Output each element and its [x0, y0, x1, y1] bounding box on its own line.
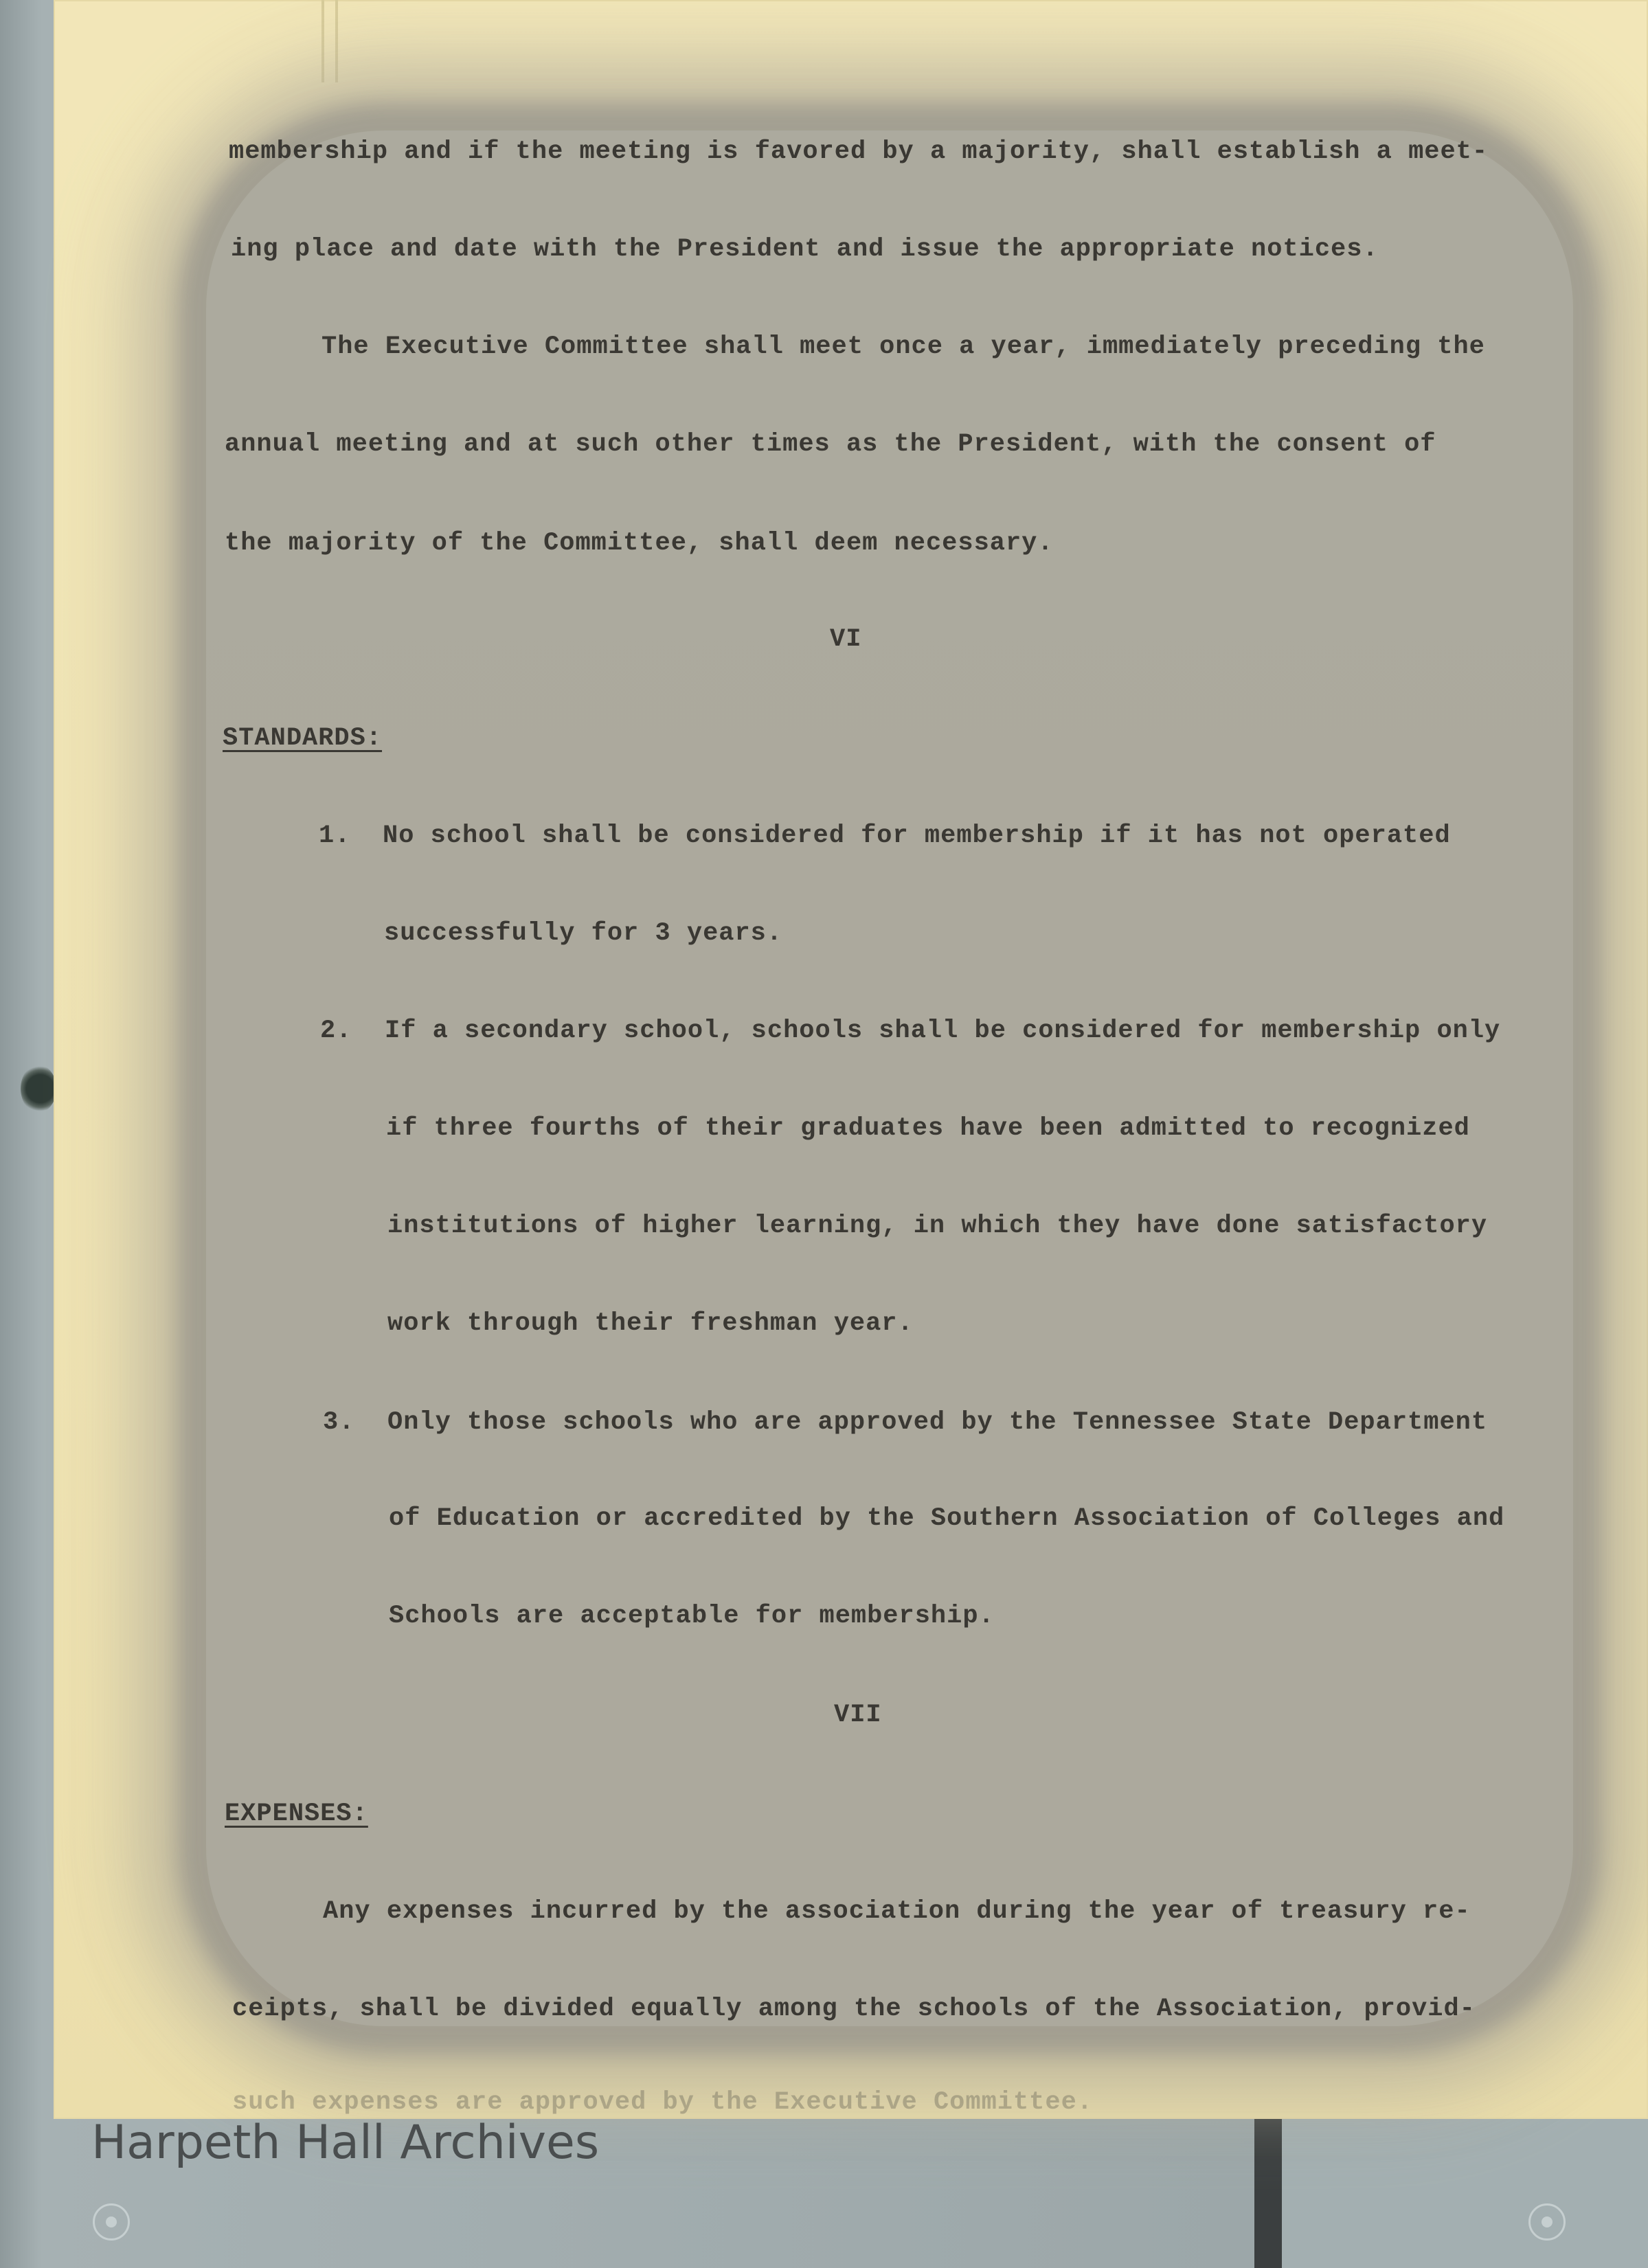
body-line: Any expenses incurred by the association during the year of treasury re-: [323, 1897, 1471, 1926]
list-item-line: successfully for 3 years.: [384, 919, 783, 948]
list-item-line: No school shall be considered for membership if it has not operated: [383, 821, 1451, 850]
list-item-line: of Education or accredited by the Southern Association of Colleges and: [389, 1504, 1505, 1533]
list-item-line: institutions of higher learning, in which they have done satisfactory: [387, 1212, 1488, 1240]
section-numeral: VI: [830, 625, 862, 654]
archive-watermark: Harpeth Hall Archives: [91, 2116, 600, 2170]
section-heading: STANDARDS:: [223, 724, 383, 753]
body-line: annual meeting and at such other times as the President, with the consent of: [225, 430, 1436, 459]
list-item-line: if three fourths of their graduates have been admitted to recognized: [386, 1114, 1470, 1143]
list-item-number: 3.: [323, 1408, 355, 1437]
body-line: The Executive Committee shall meet once a year, immediately preceding the: [321, 332, 1485, 361]
body-line: membership and if the meeting is favored by a majority, shall establish a meet-: [229, 137, 1489, 166]
board-panel-right: [1282, 2116, 1648, 2268]
list-item-line: work through their freshman year.: [387, 1309, 914, 1338]
list-item-line: Only those schools who are approved by the Tennessee State Department: [387, 1408, 1488, 1437]
corner-screw-right-icon: [1528, 2203, 1566, 2241]
section-heading: EXPENSES:: [225, 1800, 368, 1828]
list-item-line: Schools are acceptable for membership.: [389, 1602, 995, 1631]
corner-screw-left-icon: [93, 2203, 130, 2241]
list-item-line: If a secondary school, schools shall be considered for membership only: [385, 1017, 1501, 1045]
board-seam: [1254, 2116, 1282, 2268]
body-line: the majority of the Committee, shall deem necessary.: [225, 529, 1054, 558]
body-line: ceipts, shall be divided equally among the schools of the Association, provid-: [232, 1995, 1476, 2023]
list-item-number: 2.: [320, 1017, 352, 1045]
body-line-faded: such expenses are approved by the Executive Committee.: [232, 2088, 1093, 2117]
body-line: ing place and date with the President and issue the appropriate notices.: [231, 235, 1379, 264]
list-item-number: 1.: [319, 821, 351, 850]
section-numeral: VII: [834, 1701, 882, 1730]
